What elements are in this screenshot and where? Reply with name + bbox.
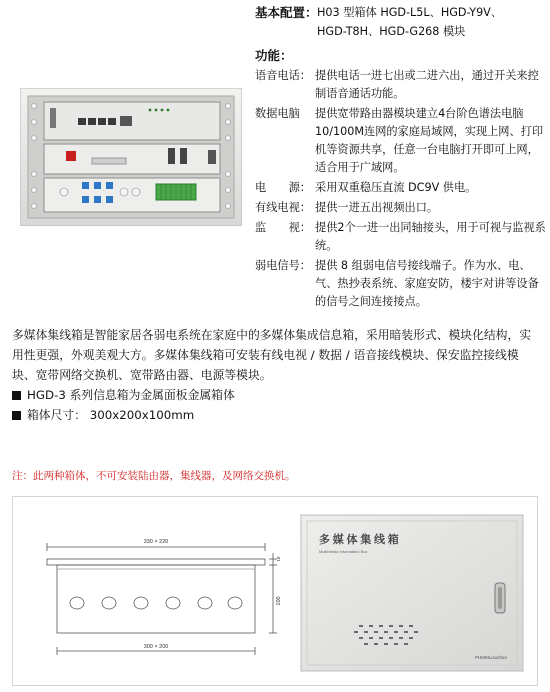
config-line-1: H03 型箱体 HGD-L5L、HGD-Y9V、 xyxy=(317,6,503,19)
spec-item-label: 有线电视： xyxy=(255,201,311,214)
spec-item-label: 语音电话： xyxy=(255,69,311,82)
spec-item-text: 采用双重稳压直流 DC9V 供电。 xyxy=(315,181,477,194)
dim-bottom-label: 300 × 200 xyxy=(143,644,169,650)
spec-item-text: 提供电话一进七出或二进六出，通过开关来控制语音通话功能。 xyxy=(315,69,539,100)
spec-item-phone xyxy=(255,67,547,103)
dim-small-label: 18 xyxy=(276,556,281,562)
function-title: 功能： xyxy=(255,48,293,63)
config-row xyxy=(255,4,547,23)
spec-item-label: 弱电信号： xyxy=(255,259,311,272)
spec-item-power xyxy=(255,179,547,197)
dim-top-label: 330 × 220 xyxy=(143,539,169,545)
square-bullet-icon xyxy=(12,411,21,420)
warning-note: 注：此两种箱体，不可安装陆由器，集线器，及网络交换机。 xyxy=(12,470,296,482)
config-title: 基本配置： xyxy=(255,5,318,20)
bullet-text: 箱体尺寸： 300x200x100mm xyxy=(27,408,195,422)
spec-item-text: 提供2个一进一出同轴接头，用于可视与监视系统。 xyxy=(315,221,546,252)
square-bullet-icon xyxy=(12,391,21,400)
description xyxy=(12,325,532,425)
box-title: 多 媒 体 集 线 箱 xyxy=(319,534,399,546)
bullet-size xyxy=(12,405,532,425)
box-brand: PHMMLiaozhen xyxy=(475,655,508,660)
dimension-panel xyxy=(12,496,538,686)
spec-item-label: 电 源： xyxy=(255,181,311,194)
spec-item-signal xyxy=(255,257,547,311)
bullet-material xyxy=(12,385,532,405)
spec-item-tv xyxy=(255,199,547,217)
spec-item-monitor xyxy=(255,219,547,255)
box-subtitle: Multimedia Information Box xyxy=(319,549,368,554)
spec-section xyxy=(255,4,547,311)
description-paragraph: 多媒体集线箱是智能家居各弱电系统在家庭中的多媒体集成信息箱，采用暗装形式、模块化结构，实用性更强，外观美观大方。多媒体集线箱可安装有线电视 / 数据 / 语音接线模块、保安监控接线模块、宽带网络交换机、宽带路由器、电源等模块。 xyxy=(12,328,532,382)
spec-item-label: 数据电脑 xyxy=(255,107,300,120)
config-line-2: HGD-T8H、HGD-G268 模块 xyxy=(317,25,466,38)
spec-item-text: 提供 8 组弱电信号接线端子。作为水、电、气、热抄表系统、家庭安防，楼宇对讲等设备的信号之间连接接点。 xyxy=(315,259,539,308)
spec-item-text: 提供宽带路由器模块建立4台阶色谱法电脑10/100M连网的家庭局域网，实现上网、打印机等资源共享，任意一台电脑打开即可上网，适合用于广域网。 xyxy=(315,107,544,174)
spec-item-text: 提供一进五出视频出口。 xyxy=(315,201,439,214)
dimension-drawing xyxy=(25,517,283,667)
spec-item-data xyxy=(255,105,547,177)
spec-item-label: 监 视： xyxy=(255,221,311,234)
dim-right-label: 100 xyxy=(276,596,282,606)
multimedia-box-photo xyxy=(299,513,525,673)
module-box-photo xyxy=(20,88,242,226)
bullet-text: HGD-3 系列信息箱为金属面板金属箱体 xyxy=(27,388,235,402)
